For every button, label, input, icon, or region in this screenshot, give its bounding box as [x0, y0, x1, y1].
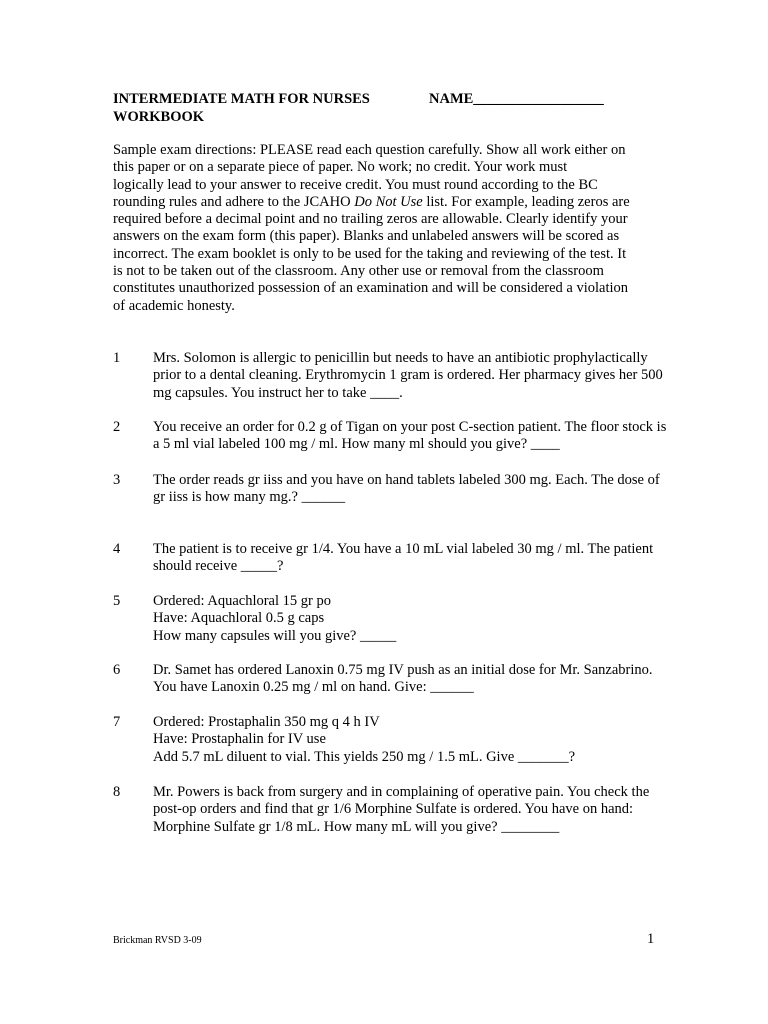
question-line: You receive an order for 0.2 g of Tigan on your post C-section patient. The floor stock is	[153, 419, 667, 435]
question-line: Ordered: Prostaphalin 350 mg q 4 h IV	[153, 714, 380, 730]
question-number: 2	[113, 419, 121, 435]
question-line: mg capsules. You instruct her to take ____.	[153, 384, 403, 401]
directions-line: required before a decimal point and no trailing zeros are allowable. Clearly identify your	[113, 211, 628, 228]
question-number: 7	[113, 714, 121, 730]
question-number: 1	[113, 350, 121, 366]
question-text	[153, 350, 703, 402]
question-line: Have: Aquachloral 0.5 g caps	[153, 610, 325, 627]
question-text	[153, 593, 703, 645]
directions-line: this paper or on a separate piece of paper. No work; no credit. Your work must	[113, 159, 568, 176]
question-text	[153, 662, 703, 697]
question-line: gr iiss is how many mg.? ______	[153, 489, 346, 506]
document-title: INTERMEDIATE MATH FOR NURSES	[113, 91, 370, 107]
question-number: 4	[113, 541, 121, 557]
directions-line: incorrect. The exam booklet is only to be used for the taking and reviewing of the test. It	[113, 245, 627, 262]
question-line: Mr. Powers is back from surgery and in complaining of operative pain. You check the	[153, 784, 650, 800]
question-text	[153, 419, 703, 454]
question-line: Mrs. Solomon is allergic to penicillin but needs to have an antibiotic prophylactically	[153, 350, 648, 366]
question-line: You have Lanoxin 0.25 mg / ml on hand. Give: ______	[153, 679, 474, 696]
directions-line-start: rounding rules and adhere to the JCAHO	[113, 193, 355, 210]
directions-line: is not to be taken out of the classroom. Any other use or removal from the classroom	[113, 263, 604, 280]
question-line: The patient is to receive gr 1/4. You have a 10 mL vial labeled 30 mg / ml. The patient	[153, 541, 654, 557]
question-number: 6	[113, 662, 121, 678]
do-not-use-emphasis: Do Not Use	[354, 193, 423, 210]
question-number: 3	[113, 472, 121, 488]
directions-line: Sample exam directions: PLEASE read each question carefully. Show all work either on	[113, 142, 626, 158]
question-line: prior to a dental cleaning. Erythromycin 1 gram is ordered. Her pharmacy gives her 500	[153, 367, 663, 384]
question-text	[153, 784, 703, 836]
directions-line: logically lead to your answer to receive credit. You must round according to the BC	[113, 176, 598, 193]
question-line: Dr. Samet has ordered Lanoxin 0.75 mg IV push as an initial dose for Mr. Sanzabrino.	[153, 662, 653, 678]
exam-directions	[113, 142, 673, 315]
directions-line: constitutes unauthorized possession of an examination and will be considered a violation	[113, 280, 629, 297]
directions-line	[113, 194, 673, 211]
question-line: a 5 ml vial labeled 100 mg / ml. How many ml should you give? ____	[153, 436, 560, 453]
question-line: Morphine Sulfate gr 1/8 mL. How many mL will you give? ________	[153, 818, 560, 835]
question-text	[153, 472, 703, 507]
name-field: NAME__________________	[429, 91, 604, 107]
document-subtitle: WORKBOOK	[113, 109, 205, 125]
question-line: Ordered: Aquachloral 15 gr po	[153, 593, 331, 609]
question-text	[153, 714, 703, 766]
question-line: The order reads gr iiss and you have on hand tablets labeled 300 mg. Each. The dose of	[153, 472, 660, 488]
directions-line: answers on the exam form (this paper). Blanks and unlabeled answers will be scored as	[113, 228, 620, 245]
question-line: Add 5.7 mL diluent to vial. This yields 250 mg / 1.5 mL. Give _______?	[153, 748, 576, 765]
directions-line: of academic honesty.	[113, 297, 235, 314]
question-line: should receive _____?	[153, 558, 284, 575]
directions-line-end: list. For example, leading zeros are	[422, 193, 630, 210]
footer-author: Brickman RVSD 3-09	[113, 935, 202, 946]
question-line: How many capsules will you give? _____	[153, 627, 397, 644]
question-number: 8	[113, 784, 121, 800]
page-number: 1	[647, 931, 655, 947]
question-line: post-op orders and find that gr 1/6 Morphine Sulfate is ordered. You have on hand:	[153, 801, 634, 818]
question-line: Have: Prostaphalin for IV use	[153, 731, 326, 748]
question-number: 5	[113, 593, 121, 609]
question-text	[153, 541, 703, 576]
